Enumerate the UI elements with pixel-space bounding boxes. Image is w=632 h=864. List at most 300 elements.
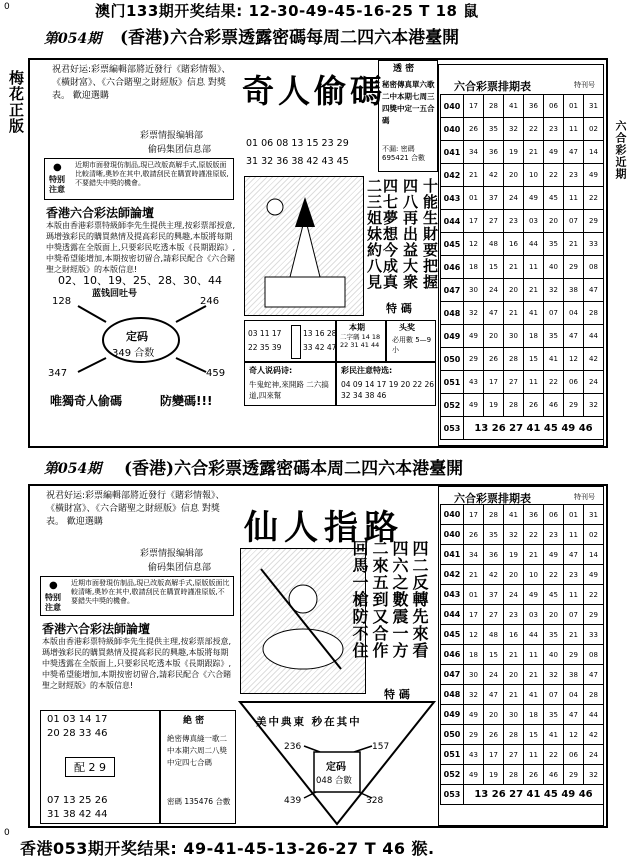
table-cell: 17 xyxy=(464,210,484,233)
table-cell: 22 xyxy=(544,745,564,765)
table-cell: 24 xyxy=(504,187,524,210)
upper-talk-text: 牛鬼蛇神,來開路 二六搞道,四來幫 xyxy=(249,380,329,400)
table-cell: 42 xyxy=(484,164,504,187)
upper-secret-box xyxy=(378,60,438,172)
table-header-cell: 040 xyxy=(441,95,464,118)
table-cell: 49 xyxy=(464,705,484,725)
table-period-cell: 049 xyxy=(441,705,464,725)
table-cell: 23 xyxy=(504,605,524,625)
table-cell: 07 xyxy=(564,605,584,625)
table-row xyxy=(441,371,604,394)
upper-poem-3: 四七夢想今成真 xyxy=(381,178,399,290)
table-cell: 32 xyxy=(464,685,484,705)
table-cell: 26 xyxy=(464,118,484,141)
table-cell: 21 xyxy=(524,545,544,565)
table-period-cell: 053 xyxy=(441,417,464,440)
table-cell: 29 xyxy=(564,645,584,665)
upper-head-label: 头奖 xyxy=(399,323,415,332)
corner-mark-bottom: 0 xyxy=(4,828,10,838)
table-row xyxy=(441,348,604,371)
upper-secret-text: 秘密傳真單六歌二中本期七周三四獎中定一五合碼 xyxy=(382,80,435,125)
table-row xyxy=(441,585,604,605)
table-cell: 07 xyxy=(544,685,564,705)
table-cell: 15 xyxy=(524,348,544,371)
lower-table-title: 六合彩票排期表 xyxy=(454,492,531,505)
table-header-cell: 41 xyxy=(504,95,524,118)
table-cell: 07 xyxy=(544,302,564,325)
table-period-cell: 053 xyxy=(441,785,464,805)
upper-headline: (香港)六合彩票透露密碼每周二四六本港臺開 xyxy=(120,28,460,48)
table-cell: 17 xyxy=(484,745,504,765)
table-cell: 29 xyxy=(464,348,484,371)
upper-numbers-line: 02、10、19、25、28、30、44 xyxy=(58,274,222,287)
table-result-row xyxy=(441,417,604,440)
table-cell: 46 xyxy=(544,394,564,417)
table-header-row xyxy=(441,505,604,525)
table-cell: 32 xyxy=(464,302,484,325)
table-cell: 29 xyxy=(564,394,584,417)
table-cell: 29 xyxy=(584,210,604,233)
table-cell: 01 xyxy=(464,585,484,605)
table-cell: 24 xyxy=(484,279,504,302)
upper-table-title: 六合彩票排期表 xyxy=(454,80,531,93)
lower-poem-3: 二來五到又合作 xyxy=(370,540,389,659)
table-cell: 48 xyxy=(484,625,504,645)
table-cell: 28 xyxy=(504,725,524,745)
lower-poem-4: 回馬一槍防不住 xyxy=(350,540,369,659)
upper-table-mark: 特刊号 xyxy=(574,81,595,89)
table-period-cell: 041 xyxy=(441,545,464,565)
table-row xyxy=(441,118,604,141)
upper-small-nums-mid: 13 16 28 33 42 47 xyxy=(303,329,337,352)
table-cell: 27 xyxy=(484,210,504,233)
table-period-cell: 043 xyxy=(441,187,464,210)
right-edge-text: 六合彩近期 xyxy=(614,120,627,180)
table-cell: 24 xyxy=(504,585,524,605)
table-cell: 28 xyxy=(504,394,524,417)
table-header-cell: 040 xyxy=(441,505,464,525)
table-cell: 49 xyxy=(524,585,544,605)
table-cell: 17 xyxy=(464,605,484,625)
table-cell: 49 xyxy=(464,765,484,785)
table-cell: 18 xyxy=(464,645,484,665)
table-cell: 04 xyxy=(564,302,584,325)
table-cell: 49 xyxy=(584,164,604,187)
corner-mark-top: 0 xyxy=(4,2,10,12)
upper-poem-1: 十能生財要把握 xyxy=(421,178,439,290)
table-cell: 19 xyxy=(504,141,524,164)
table-header-cell: 31 xyxy=(584,505,604,525)
table-cell: 11 xyxy=(564,118,584,141)
lower-title-big: 仙人指路 xyxy=(244,508,404,548)
table-cell: 14 xyxy=(584,141,604,164)
table-period-cell: 047 xyxy=(441,665,464,685)
table-result-cell: 13 26 27 41 45 49 46 xyxy=(464,785,604,805)
lower-notice-box xyxy=(40,576,234,616)
table-cell: 35 xyxy=(544,233,564,256)
upper-editorial: 彩票情报编辑部 xyxy=(140,131,204,141)
table-cell: 49 xyxy=(524,187,544,210)
table-cell: 01 xyxy=(464,187,484,210)
lower-secret-text: 絶密傳真縫一歌二中本期六周二八獎中定四七合碼 xyxy=(167,734,227,767)
table-period-cell: 045 xyxy=(441,233,464,256)
lower-center-label: 定码 xyxy=(326,762,346,773)
lower-numbers-box xyxy=(40,710,160,824)
table-cell: 23 xyxy=(564,565,584,585)
upper-poem-4: 二三姐妹約八見 xyxy=(365,178,383,290)
table-cell: 27 xyxy=(484,605,504,625)
table-period-cell: 042 xyxy=(441,164,464,187)
table-cell: 21 xyxy=(524,141,544,164)
lower-tri-n1: 236 xyxy=(284,742,302,752)
table-result-row xyxy=(441,785,604,805)
upper-secret-label: 透 密 xyxy=(393,64,415,74)
table-cell: 49 xyxy=(584,565,604,585)
table-cell: 18 xyxy=(524,325,544,348)
table-row xyxy=(441,545,604,565)
table-row xyxy=(441,685,604,705)
table-header-cell: 31 xyxy=(584,95,604,118)
upper-talk-box xyxy=(244,362,336,406)
table-cell: 24 xyxy=(484,665,504,685)
upper-tri-n4: 459 xyxy=(206,368,226,379)
table-period-cell: 042 xyxy=(441,565,464,585)
table-cell: 41 xyxy=(524,302,544,325)
table-header-cell: 06 xyxy=(544,505,564,525)
table-cell: 10 xyxy=(524,164,544,187)
table-row xyxy=(441,141,604,164)
table-cell: 22 xyxy=(584,585,604,605)
table-cell: 20 xyxy=(504,164,524,187)
table-cell: 49 xyxy=(464,394,484,417)
table-row xyxy=(441,210,604,233)
upper-footer-left: 唯獨奇人偷碼 xyxy=(50,394,123,408)
table-cell: 32 xyxy=(584,394,604,417)
table-cell: 12 xyxy=(464,625,484,645)
upper-note-box xyxy=(336,362,436,406)
temple-illustration xyxy=(245,177,363,315)
table-cell: 27 xyxy=(504,371,524,394)
table-cell: 28 xyxy=(584,302,604,325)
table-period-cell: 040 xyxy=(441,525,464,545)
upper-head-box xyxy=(386,320,436,362)
table-period-cell: 051 xyxy=(441,371,464,394)
table-period-cell: 048 xyxy=(441,685,464,705)
table-cell: 26 xyxy=(484,725,504,745)
lower-notice-label: 特别注意 xyxy=(45,593,61,612)
table-cell: 46 xyxy=(544,765,564,785)
table-row xyxy=(441,605,604,625)
lower-tri-n2: 157 xyxy=(372,742,390,752)
table-cell: 42 xyxy=(584,348,604,371)
table-header-cell: 17 xyxy=(464,505,484,525)
table-cell: 38 xyxy=(564,279,584,302)
table-header-cell: 01 xyxy=(564,505,584,525)
table-cell: 22 xyxy=(524,118,544,141)
table-cell: 08 xyxy=(584,645,604,665)
lower-issue: 第054期 xyxy=(44,461,102,477)
table-cell: 34 xyxy=(464,141,484,164)
table-cell: 32 xyxy=(504,525,524,545)
upper-title-big: 奇人偷碼 xyxy=(242,72,387,110)
table-cell: 11 xyxy=(524,745,544,765)
table-period-cell: 052 xyxy=(441,394,464,417)
table-cell: 38 xyxy=(564,665,584,685)
table-cell: 29 xyxy=(564,256,584,279)
table-cell: 40 xyxy=(544,256,564,279)
upper-center-value: 349 合数 xyxy=(112,348,155,359)
table-cell: 28 xyxy=(504,765,524,785)
table-cell: 45 xyxy=(544,187,564,210)
table-cell: 21 xyxy=(504,645,524,665)
table-period-cell: 045 xyxy=(441,625,464,645)
lower-forum-title: 香港六合彩法師論壇 xyxy=(42,622,151,636)
table-header-cell: 28 xyxy=(484,95,504,118)
table-cell: 08 xyxy=(584,256,604,279)
upper-forum-title: 香港六合彩法師論壇 xyxy=(46,206,155,220)
table-cell: 23 xyxy=(504,210,524,233)
lower-nums-top-1: 01 03 14 17 xyxy=(47,714,108,725)
table-row xyxy=(441,705,604,725)
table-cell: 28 xyxy=(504,348,524,371)
lower-table-mark: 特刊号 xyxy=(574,493,595,501)
lower-special-label: 特 碼 xyxy=(384,688,410,701)
table-cell: 23 xyxy=(544,525,564,545)
table-header-row xyxy=(441,95,604,118)
table-cell: 02 xyxy=(584,525,604,545)
upper-schedule-table xyxy=(440,94,604,440)
table-cell: 26 xyxy=(524,394,544,417)
table-header-cell: 01 xyxy=(564,95,584,118)
table-cell: 44 xyxy=(524,233,544,256)
table-cell: 29 xyxy=(564,765,584,785)
table-cell: 44 xyxy=(584,705,604,725)
upper-tri-n1: 128 xyxy=(52,296,72,307)
table-cell: 06 xyxy=(564,371,584,394)
lower-notice-text: 近期市面發現仿制品,現已改版高解手式,原版版面比較清晰,奧妙在其中,敬請刮民在購買時謹准原版,不要錯失中獎的機會。 xyxy=(71,579,230,605)
table-period-cell: 051 xyxy=(441,745,464,765)
table-cell: 35 xyxy=(484,525,504,545)
table-cell: 10 xyxy=(524,565,544,585)
table-cell: 23 xyxy=(544,118,564,141)
table-cell: 21 xyxy=(524,665,544,685)
table-cell: 19 xyxy=(484,765,504,785)
table-cell: 45 xyxy=(544,585,564,605)
table-cell: 42 xyxy=(484,565,504,585)
table-cell: 20 xyxy=(544,210,564,233)
table-cell: 41 xyxy=(524,685,544,705)
table-cell: 02 xyxy=(584,118,604,141)
table-cell: 18 xyxy=(524,705,544,725)
table-cell: 47 xyxy=(564,545,584,565)
upper-tri-n2: 246 xyxy=(200,296,220,307)
table-cell: 22 xyxy=(524,525,544,545)
table-cell: 15 xyxy=(484,256,504,279)
table-cell: 22 xyxy=(544,164,564,187)
table-period-cell: 041 xyxy=(441,141,464,164)
upper-issue-box xyxy=(336,320,386,362)
table-cell: 11 xyxy=(524,371,544,394)
upper-issue-box-label: 本期 xyxy=(349,323,365,332)
lower-nums-bottom-2: 31 38 42 44 xyxy=(47,809,108,820)
table-period-cell: 047 xyxy=(441,279,464,302)
lower-tri-n3: 439 xyxy=(284,796,302,806)
table-cell: 20 xyxy=(504,279,524,302)
table-cell: 26 xyxy=(484,348,504,371)
top-result-headline: 澳门133期开奖结果: 12-30-49-45-16-25 T 18 鼠 xyxy=(95,2,479,20)
table-cell: 21 xyxy=(564,233,584,256)
upper-forum-body: 本版由香港彩票特級師李先生提供主理,按彩票部授意,瑪增強彩民的購買熱情及提高彩民的興趣,本版將每期中獎透露在全版面上,只要彩民吃透本版《長期跟踪》,中獎希望能增加,本期按密切留合,請彩民配合《六合賭聖之財經版》的本版信息! xyxy=(46,221,236,274)
lower-secret-box xyxy=(160,710,236,824)
table-period-cell: 044 xyxy=(441,605,464,625)
table-cell: 30 xyxy=(504,705,524,725)
upper-note-text: 04 09 14 17 19 20 22 26 32 34 38 46 xyxy=(341,380,435,400)
upper-notice-text: 近期市面發現仿制品,現已改版高解手式,原版版面比較清晰,奧妙在其中,敬請刮民在購買時謹准原版,不要錯失中獎的機會。 xyxy=(75,161,229,187)
upper-poem-2: 四八再出益大衆 xyxy=(401,178,419,290)
table-cell: 32 xyxy=(544,665,564,685)
table-cell: 47 xyxy=(564,325,584,348)
table-row xyxy=(441,745,604,765)
upper-small-nums-left: 03 11 17 22 35 39 xyxy=(248,329,282,352)
upper-secret-misc: 不漏: 密碼 695421 合數 xyxy=(382,145,425,162)
table-cell: 24 xyxy=(584,745,604,765)
table-cell: 12 xyxy=(564,725,584,745)
table-cell: 43 xyxy=(464,371,484,394)
table-cell: 23 xyxy=(564,164,584,187)
table-row xyxy=(441,233,604,256)
table-cell: 12 xyxy=(464,233,484,256)
table-row xyxy=(441,256,604,279)
table-result-cell: 13 26 27 41 45 49 46 xyxy=(464,417,604,440)
lower-secret-code: 密碼 135476 合數 xyxy=(167,797,231,806)
table-cell: 16 xyxy=(504,625,524,645)
table-cell: 22 xyxy=(584,187,604,210)
table-row xyxy=(441,765,604,785)
left-margin-text: 梅花正版 xyxy=(7,70,25,134)
warrior-illustration xyxy=(241,549,365,693)
table-header-cell: 17 xyxy=(464,95,484,118)
upper-issue: 第054期 xyxy=(44,31,102,47)
table-period-cell: 048 xyxy=(441,302,464,325)
table-row xyxy=(441,525,604,545)
table-cell: 21 xyxy=(504,302,524,325)
table-cell: 49 xyxy=(544,141,564,164)
table-cell: 20 xyxy=(504,665,524,685)
lower-poem-1: 四二反轉先來看 xyxy=(410,540,429,659)
table-period-cell: 046 xyxy=(441,645,464,665)
table-cell: 37 xyxy=(484,187,504,210)
table-header-cell: 41 xyxy=(504,505,524,525)
lower-notice-icon: ● xyxy=(49,580,58,591)
lower-group: 偷码集团信息部 xyxy=(148,563,212,573)
upper-small-nums-divider xyxy=(291,325,301,359)
upper-special-label: 特 碼 xyxy=(386,302,412,315)
table-cell: 35 xyxy=(544,705,564,725)
table-period-cell: 040 xyxy=(441,118,464,141)
table-cell: 15 xyxy=(484,645,504,665)
table-cell: 15 xyxy=(524,725,544,745)
lower-tri-n4: 328 xyxy=(366,796,384,806)
upper-head-text: 必用數 5—9小 xyxy=(392,336,432,354)
table-cell: 21 xyxy=(504,685,524,705)
table-cell: 22 xyxy=(544,565,564,585)
upper-illustration xyxy=(244,176,364,316)
table-period-cell: 052 xyxy=(441,765,464,785)
upper-group: 偷码集团信息部 xyxy=(148,145,212,155)
table-cell: 21 xyxy=(464,164,484,187)
table-row xyxy=(441,302,604,325)
table-cell: 29 xyxy=(464,725,484,745)
lower-schedule-table xyxy=(440,504,604,805)
table-cell: 11 xyxy=(564,187,584,210)
table-cell: 04 xyxy=(564,685,584,705)
table-cell: 06 xyxy=(564,745,584,765)
table-cell: 34 xyxy=(464,545,484,565)
table-cell: 35 xyxy=(544,625,564,645)
upper-notice-label: 特别注意 xyxy=(49,175,65,194)
table-period-cell: 050 xyxy=(441,725,464,745)
table-cell: 41 xyxy=(544,348,564,371)
table-cell: 03 xyxy=(524,605,544,625)
table-cell: 11 xyxy=(524,256,544,279)
table-row xyxy=(441,725,604,745)
upper-small-label: 蓝钱回吐号 xyxy=(92,289,138,299)
table-cell: 26 xyxy=(524,765,544,785)
table-header-cell: 36 xyxy=(524,505,544,525)
table-cell: 21 xyxy=(464,565,484,585)
table-cell: 32 xyxy=(584,765,604,785)
table-cell: 30 xyxy=(464,665,484,685)
table-cell: 35 xyxy=(544,325,564,348)
lower-forum-body: 本版由香港彩票特級師李先生提供主理,按彩票部授意,瑪增強彩民的購買熱情及提高彩民的興趣,本版將每期中獎透露在全版面上,只要彩民吃透本版《長期跟踪》,中獎希望能增加,本期按密切留合,請彩民配合《六合賭聖之財經版》的本版信息! xyxy=(42,637,232,690)
table-cell: 11 xyxy=(524,645,544,665)
table-cell: 20 xyxy=(504,565,524,585)
table-row xyxy=(441,625,604,645)
upper-footer-right: 防變碼!!! xyxy=(160,394,213,408)
table-cell: 19 xyxy=(484,394,504,417)
table-cell: 11 xyxy=(564,585,584,605)
table-cell: 21 xyxy=(524,279,544,302)
table-cell: 22 xyxy=(544,371,564,394)
table-cell: 17 xyxy=(484,371,504,394)
table-cell: 35 xyxy=(484,118,504,141)
lower-center-value: 048 合數 xyxy=(316,776,352,786)
table-cell: 18 xyxy=(464,256,484,279)
table-cell: 44 xyxy=(584,325,604,348)
table-cell: 32 xyxy=(544,279,564,302)
table-period-cell: 046 xyxy=(441,256,464,279)
lower-nums-top-2: 20 28 33 46 xyxy=(47,728,108,739)
upper-note-label: 彩民注意特选: xyxy=(341,366,393,375)
table-cell: 20 xyxy=(484,325,504,348)
table-header-cell: 28 xyxy=(484,505,504,525)
table-cell: 21 xyxy=(564,625,584,645)
table-cell: 26 xyxy=(464,525,484,545)
table-cell: 30 xyxy=(504,325,524,348)
table-cell: 47 xyxy=(584,279,604,302)
table-period-cell: 050 xyxy=(441,348,464,371)
table-period-cell: 049 xyxy=(441,325,464,348)
table-row xyxy=(441,325,604,348)
table-header-cell: 36 xyxy=(524,95,544,118)
table-cell: 29 xyxy=(584,605,604,625)
lower-poem-2: 四六之數震一方 xyxy=(390,540,409,659)
table-cell: 40 xyxy=(544,645,564,665)
lower-editorial: 彩票情报编辑部 xyxy=(140,549,204,559)
lower-secret-label: 絶 密 xyxy=(183,716,205,726)
table-cell: 21 xyxy=(504,256,524,279)
upper-notice-box xyxy=(44,158,234,200)
